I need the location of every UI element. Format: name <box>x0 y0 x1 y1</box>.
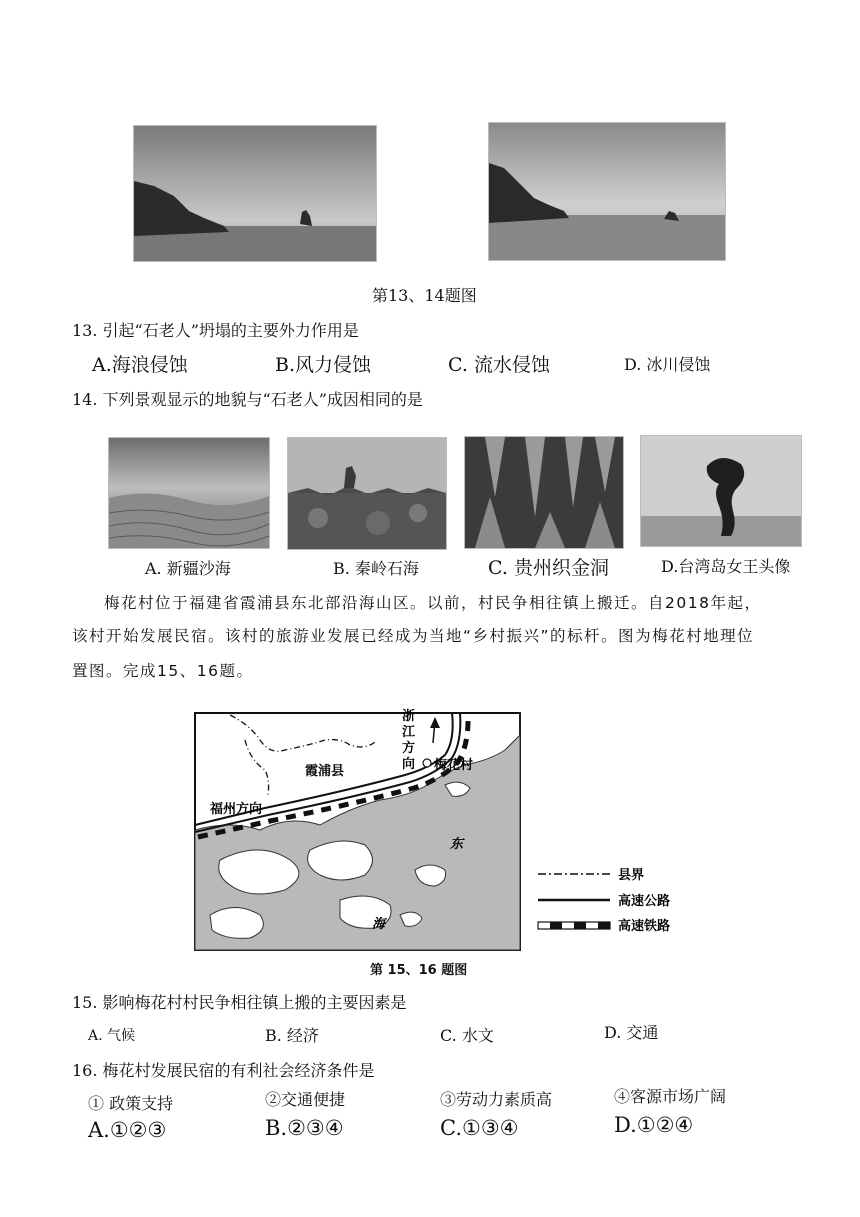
q15-option-d[interactable]: D. 交通 <box>604 1023 659 1042</box>
figure-caption-13-14: 第13、14题图 <box>372 286 477 305</box>
figure-caption-15-16: 第 15、16 题图 <box>370 963 468 978</box>
q13-option-b[interactable]: B.风力侵蚀 <box>275 354 372 376</box>
q14-caption-c[interactable]: C. 贵州织金洞 <box>488 557 609 579</box>
photo-xinjiang-desert <box>108 437 270 549</box>
question-16-stem: 16. 梅花村发展民宿的有利社会经济条件是 <box>72 1061 375 1080</box>
map-label-sea-2: 海 <box>372 917 386 932</box>
legend-expressway: 高速公路 <box>618 894 671 909</box>
map-label-village: 梅花村 <box>434 758 474 773</box>
q13-option-d[interactable]: D. 冰川侵蚀 <box>624 355 711 374</box>
q14-caption-a[interactable]: A. 新疆沙海 <box>145 559 231 578</box>
legend-county-border: 县界 <box>618 868 645 883</box>
q14-caption-d[interactable]: D.台湾岛女王头像 <box>661 557 791 576</box>
question-13-stem: 13. 引起“石老人”坍塌的主要外力作用是 <box>72 321 359 340</box>
photo-queens-head-rock <box>640 435 802 547</box>
q14-caption-b[interactable]: B. 秦岭石海 <box>333 559 419 578</box>
map-label-zhejiang-2: 江 <box>402 725 416 740</box>
photo-qinling-stone-sea <box>287 437 447 550</box>
q13-option-c[interactable]: C. 流水侵蚀 <box>448 354 550 376</box>
photo-guizhou-cave <box>464 436 624 549</box>
map-meihua-village <box>190 700 690 960</box>
q16-option-b[interactable]: B.②③④ <box>265 1116 344 1140</box>
q16-item-4: ④客源市场广阔 <box>614 1087 727 1106</box>
map-label-fuzhou-direction: 福州方向 <box>210 802 263 817</box>
q16-option-c[interactable]: C.①③④ <box>440 1116 519 1140</box>
q16-option-a[interactable]: A.①②③ <box>88 1118 167 1142</box>
q16-option-d[interactable]: D.①②④ <box>614 1113 694 1137</box>
q13-option-a[interactable]: A.海浪侵蚀 <box>92 354 188 376</box>
q16-item-2: ②交通便捷 <box>265 1090 346 1109</box>
map-label-sea-1: 东 <box>450 837 464 852</box>
q16-item-1: ① 政策支持 <box>88 1094 174 1113</box>
legend-high-speed-rail: 高速铁路 <box>618 919 671 934</box>
passage-line-2: 该村开始发展民宿。该村的旅游业发展已经成为当地“乡村振兴”的标杆。图为梅花村地理位 <box>72 627 755 645</box>
map-label-zhejiang-1: 浙 <box>402 709 416 724</box>
photo-shilaoren-after <box>488 122 726 261</box>
q15-option-b[interactable]: B. 经济 <box>265 1026 319 1045</box>
q15-option-c[interactable]: C. 水文 <box>440 1026 494 1045</box>
map-label-zhejiang-3: 方 <box>402 741 416 756</box>
question-14-stem: 14. 下列景观显示的地貌与“石老人”成因相同的是 <box>72 390 423 409</box>
question-15-stem: 15. 影响梅花村村民争相往镇上搬的主要因素是 <box>72 993 407 1012</box>
q16-item-3: ③劳动力素质高 <box>440 1090 553 1109</box>
passage-line-1: 梅花村位于福建省霞浦县东北部沿海山区。以前，村民争相往镇上搬迁。自2018年起， <box>104 594 762 612</box>
passage-line-3: 置图。完成15、16题。 <box>72 662 254 680</box>
map-label-county: 霞浦县 <box>305 764 345 779</box>
map-label-zhejiang-4: 向 <box>402 757 416 772</box>
photo-shilaoren-before <box>133 125 377 262</box>
q15-option-a[interactable]: A. 气候 <box>88 1028 136 1044</box>
